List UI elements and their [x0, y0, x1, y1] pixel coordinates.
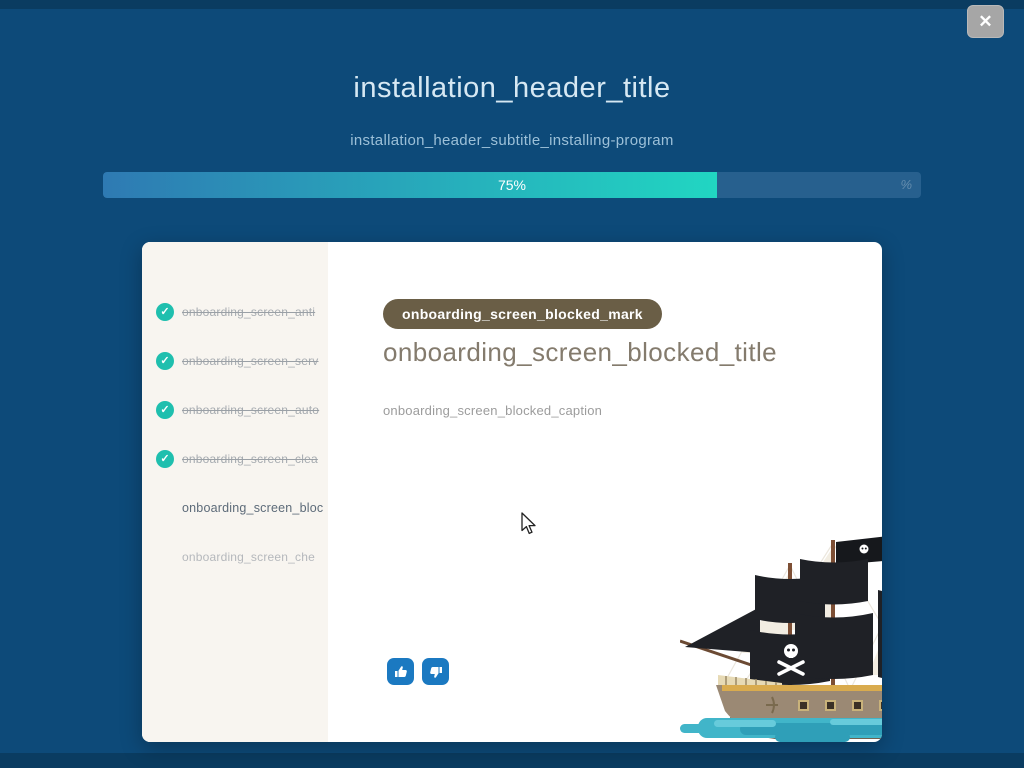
- checklist-item-label: onboarding_screen_anti: [182, 305, 316, 319]
- check-circle-icon: ✓: [156, 450, 174, 468]
- checklist-item-label: onboarding_screen_auto: [182, 403, 320, 417]
- blocked-mark-badge: onboarding_screen_blocked_mark: [383, 299, 662, 329]
- check-circle-icon: ✓: [156, 352, 174, 370]
- thumbs-up-button[interactable]: [387, 658, 414, 685]
- checklist-item: [142, 349, 328, 373]
- onboarding-checklist-sidebar: [142, 242, 328, 742]
- onboarding-card: [142, 242, 882, 742]
- installation-header-title: installation_header_title: [353, 72, 671, 104]
- thumb-down-icon: [428, 664, 444, 680]
- window-bottom-border: [0, 753, 1024, 768]
- close-button[interactable]: [967, 5, 1004, 38]
- installation-progress-bar: [103, 172, 921, 198]
- checklist-item-label: onboarding_screen_clea: [182, 452, 318, 466]
- thumb-up-icon: [393, 664, 409, 680]
- percent-watermark-icon: %: [900, 177, 912, 192]
- checklist-item-label: onboarding_screen_serv: [182, 354, 319, 368]
- checklist-item-current: [142, 496, 328, 520]
- checklist-item: [142, 398, 328, 422]
- installation-header-subtitle: installation_header_subtitle_installing-program: [350, 132, 674, 149]
- blocked-screen-caption: onboarding_screen_blocked_caption: [383, 403, 603, 418]
- pirate-ship-illustration: [680, 535, 882, 742]
- checklist-item-label: onboarding_screen_bloc: [182, 501, 324, 515]
- checklist-item-label: onboarding_screen_che: [182, 550, 315, 564]
- window-top-border: [0, 0, 1024, 9]
- thumbs-down-button[interactable]: [422, 658, 449, 685]
- close-icon: ✕: [978, 12, 993, 31]
- checklist-item: [142, 300, 328, 324]
- check-circle-icon: ✓: [156, 303, 174, 321]
- progress-percent-label: 75%: [497, 177, 527, 193]
- blocked-screen-title: onboarding_screen_blocked_title: [383, 337, 778, 367]
- checklist-item: [142, 545, 328, 569]
- checklist-item: [142, 447, 328, 471]
- check-circle-icon: ✓: [156, 401, 174, 419]
